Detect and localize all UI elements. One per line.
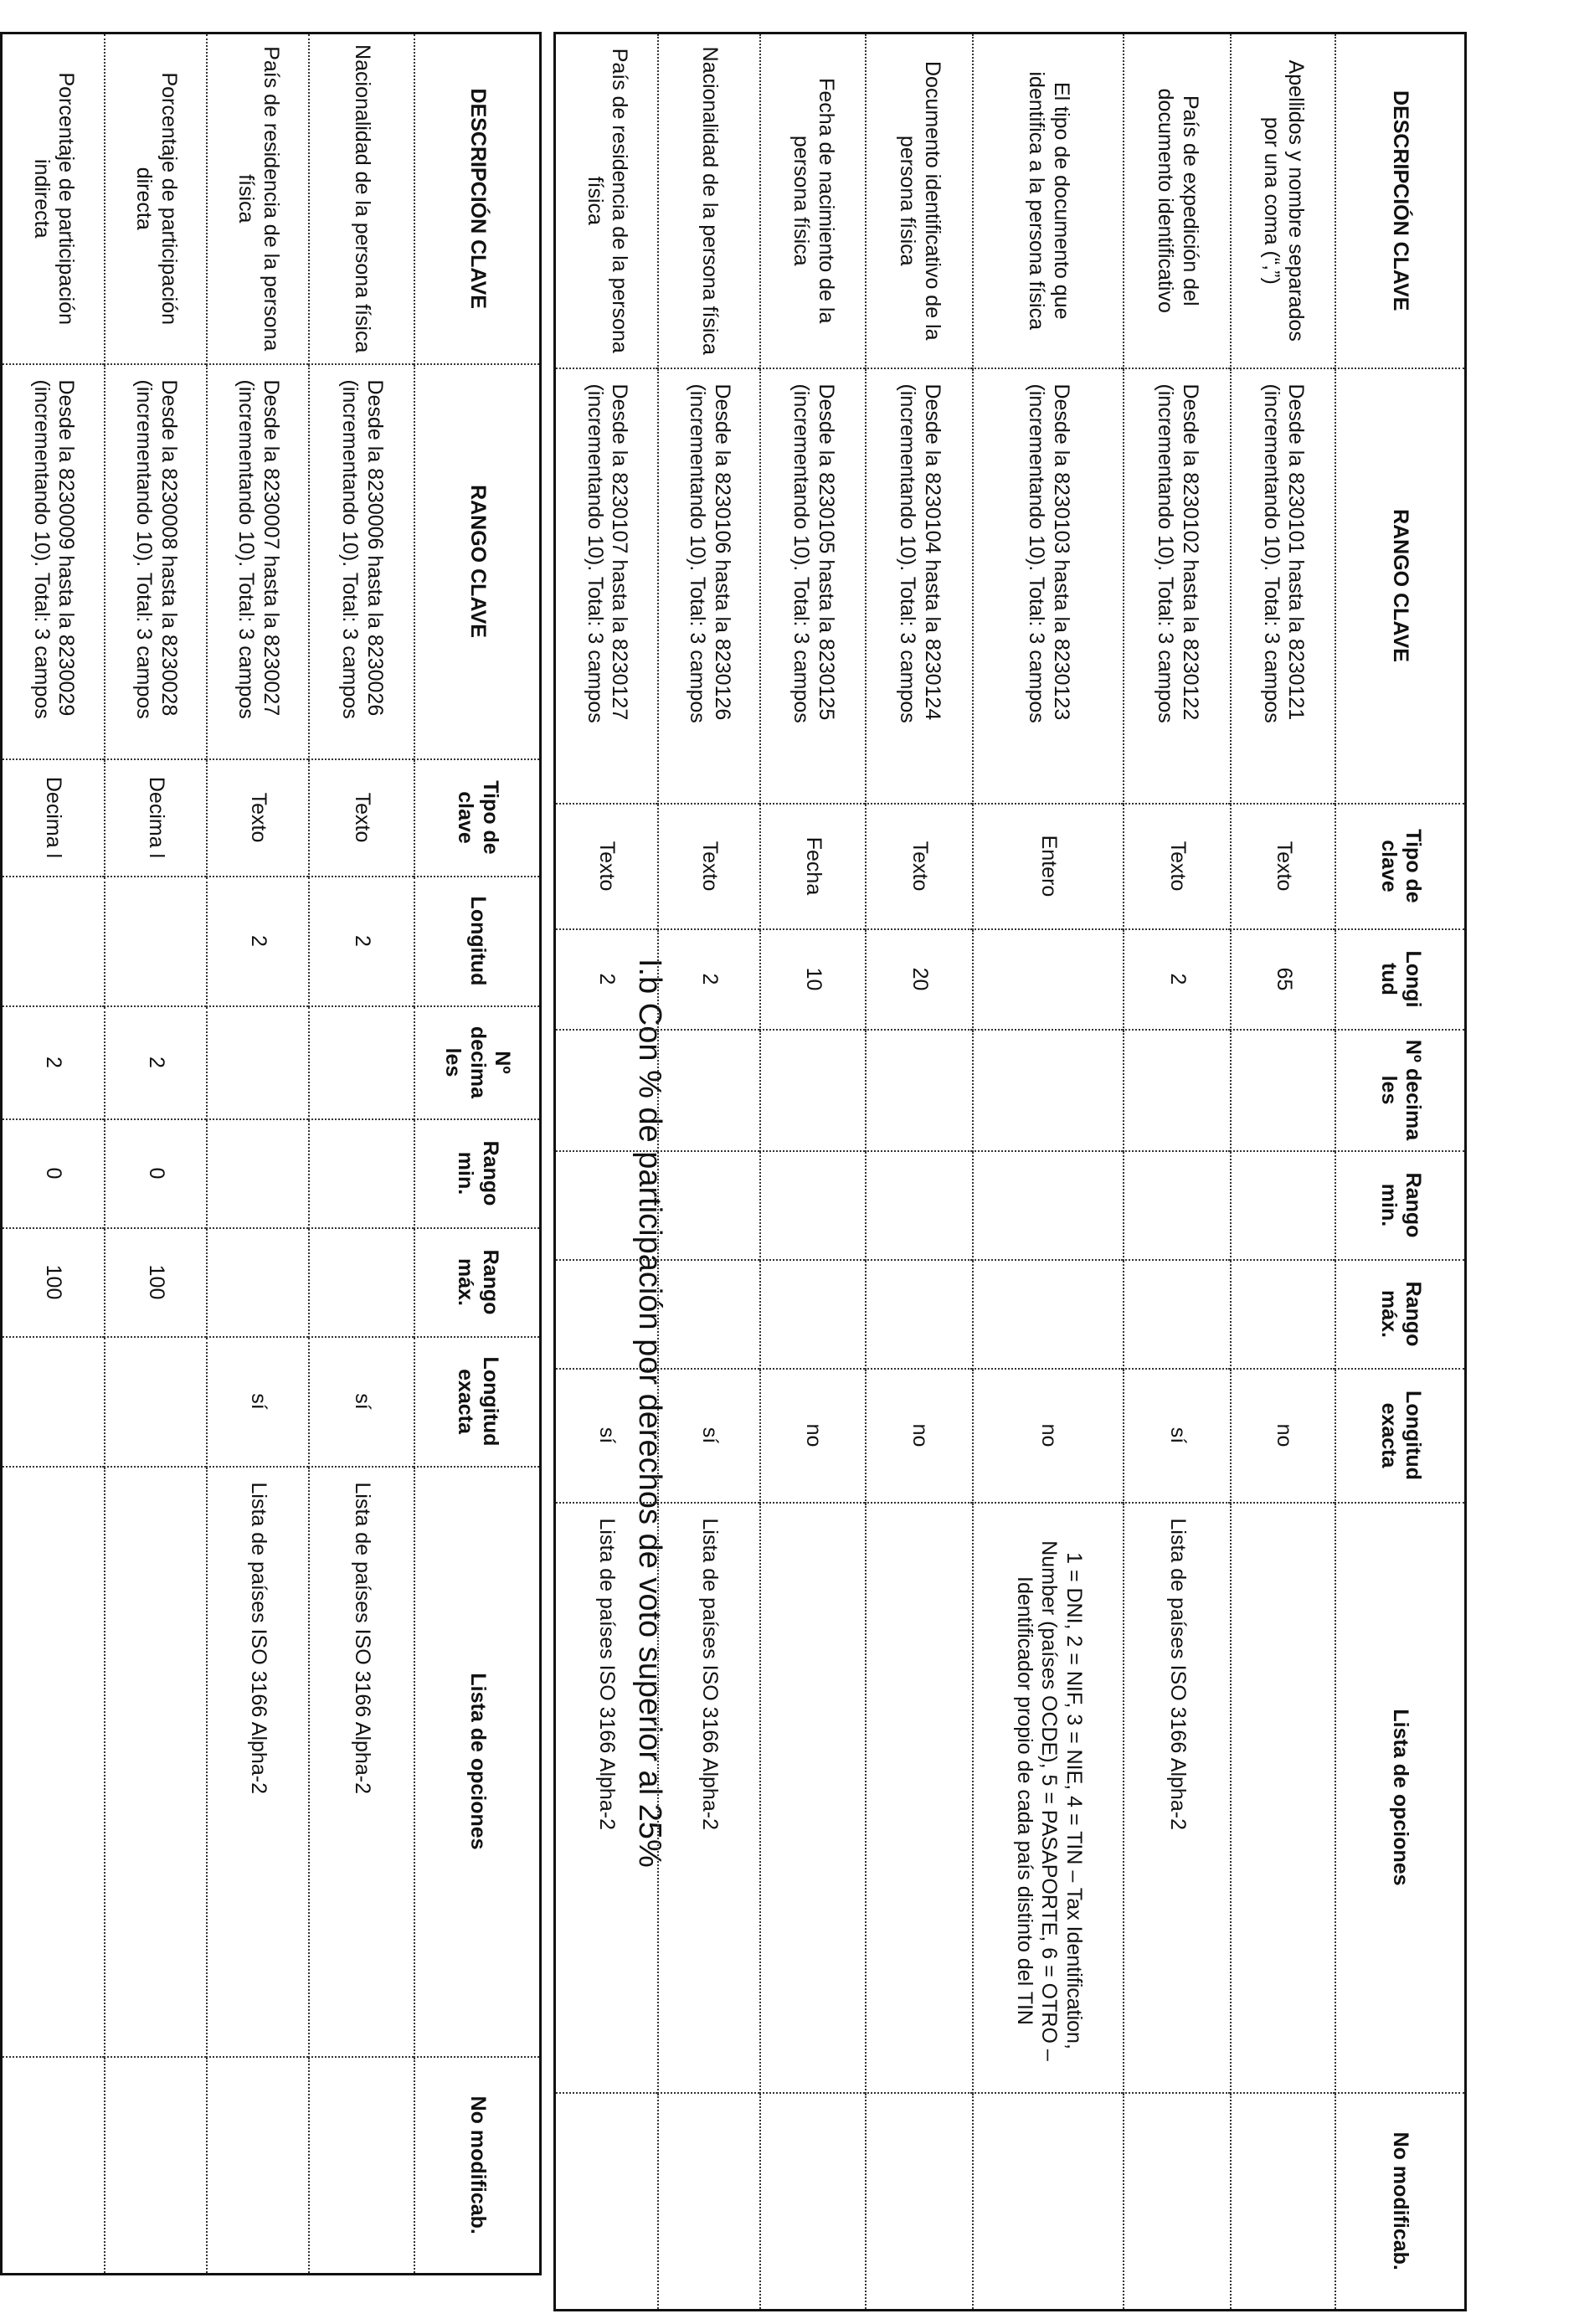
header-descripcion: DESCRIPCIÓN CLAVE — [1336, 33, 1466, 368]
header-no-modificable: No modificab. — [1336, 2093, 1466, 2311]
cell-rango-max: 100 — [105, 1228, 208, 1337]
cell-longitud: 2 — [1124, 929, 1232, 1030]
header-tipo: Tipo de clave — [415, 759, 541, 877]
table-row — [659, 33, 761, 2311]
table-row — [2, 33, 105, 2275]
header-rango-max: Rango máx. — [1336, 1260, 1466, 1369]
header-rango: RANGO CLAVE — [1336, 368, 1466, 804]
table-2-header-row — [1336, 33, 1466, 2311]
cell-rango-min — [867, 1151, 974, 1260]
cell-descripcion: Fecha de nacimiento de la persona física — [761, 33, 867, 368]
cell-rango-min: 0 — [2, 1119, 105, 1228]
cell-decimales — [555, 1030, 659, 1151]
cell-no-modificable — [555, 2093, 659, 2311]
cell-longitud-exacta — [2, 1337, 105, 1467]
cell-decimales: 2 — [105, 1006, 208, 1119]
cell-longitud-exacta: no — [761, 1369, 867, 1503]
cell-decimales — [310, 1006, 415, 1119]
cell-longitud-exacta: sí — [310, 1337, 415, 1467]
cell-lista — [761, 1503, 867, 2093]
cell-rango-min — [1124, 1151, 1232, 1260]
cell-no-modificable — [867, 2093, 974, 2311]
cell-lista: Lista de países ISO 3166 Alpha-2 — [208, 1467, 310, 2057]
cell-longitud-exacta: sí — [555, 1369, 659, 1503]
table-row — [974, 33, 1124, 2311]
cell-rango: Desde la 8230107 hasta la 8230127 (incrementando 10). Total: 3 campos — [555, 368, 659, 804]
cell-lista — [105, 1467, 208, 2057]
cell-tipo: Texto — [555, 804, 659, 929]
header-descripcion: DESCRIPCIÓN CLAVE — [415, 33, 541, 364]
cell-descripcion: Documento identificativo de la persona física — [867, 33, 974, 368]
cell-descripcion: País de residencia de la persona física — [208, 33, 310, 364]
header-longitud: Longitud — [415, 877, 541, 1006]
cell-longitud — [974, 929, 1124, 1030]
header-rango-min: Rango min. — [415, 1119, 541, 1228]
cell-no-modificable — [310, 2057, 415, 2275]
cell-rango: Desde la 8230008 hasta la 8230028 (incrementando 10). Total: 3 campos — [105, 364, 208, 759]
header-decimales: Nº decima les — [1336, 1030, 1466, 1151]
cell-no-modificable — [208, 2057, 310, 2275]
header-no-modificable: No modificab. — [415, 2057, 541, 2275]
cell-tipo: Texto — [1232, 804, 1336, 929]
cell-longitud-exacta: sí — [208, 1337, 310, 1467]
cell-longitud: 2 — [555, 929, 659, 1030]
cell-rango-max — [208, 1228, 310, 1337]
cell-rango-max: 100 — [2, 1228, 105, 1337]
cell-descripcion: Porcentaje de participación directa — [105, 33, 208, 364]
cell-no-modificable — [105, 2057, 208, 2275]
cell-decimales — [1124, 1030, 1232, 1151]
cell-tipo: Decima l — [2, 759, 105, 877]
table-row — [1232, 33, 1336, 2311]
cell-no-modificable — [1232, 2093, 1336, 2311]
cell-rango-max — [555, 1260, 659, 1369]
cell-lista: 1 = DNI, 2 = NIF, 3 = NIE, 4 = TIN – Tax Identification, Number (países OCDE), 5 = PASAPORTE, 6 = OTRO – Identificador propio de cada país distinto del TIN — [974, 1503, 1124, 2093]
cell-rango: Desde la 8230007 hasta la 8230027 (incrementando 10). Total: 3 campos — [208, 364, 310, 759]
cell-longitud-exacta: sí — [1124, 1369, 1232, 1503]
cell-rango-max — [659, 1260, 761, 1369]
cell-longitud-exacta — [105, 1337, 208, 1467]
cell-longitud: 10 — [761, 929, 867, 1030]
header-longitud: Longi tud — [1336, 929, 1466, 1030]
cell-no-modificable — [2, 2057, 105, 2275]
cell-tipo: Texto — [867, 804, 974, 929]
cell-lista — [2, 1467, 105, 2057]
header-rango: RANGO CLAVE — [415, 364, 541, 759]
cell-descripcion: Nacionalidad de la persona física — [659, 33, 761, 368]
table-1 — [0, 32, 542, 2275]
cell-no-modificable — [761, 2093, 867, 2311]
cell-longitud-exacta: no — [1232, 1369, 1336, 1503]
cell-decimales — [974, 1030, 1124, 1151]
cell-rango: Desde la 8230009 hasta la 8230029 (incrementando 10). Total: 3 campos — [2, 364, 105, 759]
cell-rango-min — [761, 1151, 867, 1260]
header-lista: Lista de opciones — [415, 1467, 541, 2057]
cell-rango: Desde la 8230105 hasta la 8230125 (incrementando 10). Total: 3 campos — [761, 368, 867, 804]
cell-rango-max — [761, 1260, 867, 1369]
cell-tipo: Texto — [310, 759, 415, 877]
cell-rango: Desde la 8230102 hasta la 8230122 (incrementando 10). Total: 3 campos — [1124, 368, 1232, 804]
cell-longitud: 2 — [659, 929, 761, 1030]
header-rango-min: Rango min. — [1336, 1151, 1466, 1260]
table-row — [1124, 33, 1232, 2311]
cell-rango: Desde la 8230006 hasta la 8230026 (incrementando 10). Total: 3 campos — [310, 364, 415, 759]
cell-no-modificable — [974, 2093, 1124, 2311]
table-row — [867, 33, 974, 2311]
table-row — [105, 33, 208, 2275]
cell-rango: Desde la 8230101 hasta la 8230121 (incrementando 10). Total: 3 campos — [1232, 368, 1336, 804]
cell-lista: Lista de países ISO 3166 Alpha-2 — [659, 1503, 761, 2093]
cell-descripcion: El tipo de documento que identifica a la persona física — [974, 33, 1124, 368]
header-longitud-exacta: Longitud exacta — [1336, 1369, 1466, 1503]
cell-decimales — [659, 1030, 761, 1151]
cell-tipo: Texto — [208, 759, 310, 877]
cell-rango-min — [974, 1151, 1124, 1260]
cell-rango: Desde la 8230106 hasta la 8230126 (incrementando 10). Total: 3 campos — [659, 368, 761, 804]
cell-longitud-exacta: no — [974, 1369, 1124, 1503]
cell-lista: Lista de países ISO 3166 Alpha-2 — [310, 1467, 415, 2057]
cell-descripcion: País de residencia de la persona física — [555, 33, 659, 368]
cell-rango: Desde la 8230104 hasta la 8230124 (incrementando 10). Total: 3 campos — [867, 368, 974, 804]
cell-tipo: Entero — [974, 804, 1124, 929]
cell-rango-max — [310, 1228, 415, 1337]
cell-longitud: 2 — [208, 877, 310, 1006]
cell-rango-min — [555, 1151, 659, 1260]
cell-descripcion: Nacionalidad de la persona física — [310, 33, 415, 364]
cell-tipo: Fecha — [761, 804, 867, 929]
cell-rango-min — [310, 1119, 415, 1228]
table-row — [761, 33, 867, 2311]
cell-longitud: 20 — [867, 929, 974, 1030]
cell-descripcion: Apellidos y nombre separados por una coma (“,”) — [1232, 33, 1336, 368]
table-2 — [553, 32, 1467, 2311]
cell-rango-max — [1232, 1260, 1336, 1369]
cell-rango-min: 0 — [105, 1119, 208, 1228]
cell-rango-min — [1232, 1151, 1336, 1260]
cell-decimales — [867, 1030, 974, 1151]
cell-descripcion: Porcentaje de participación indirecta — [2, 33, 105, 364]
cell-lista: Lista de países ISO 3166 Alpha-2 — [1124, 1503, 1232, 2093]
section-title: I.b Con % de participación por derechos de voto superior al 25% — [632, 959, 667, 1868]
cell-rango: Desde la 8230103 hasta la 8230123 (incrementando 10). Total: 3 campos — [974, 368, 1124, 804]
cell-decimales — [208, 1006, 310, 1119]
cell-rango-max — [974, 1260, 1124, 1369]
cell-rango-min — [659, 1151, 761, 1260]
cell-tipo: Texto — [659, 804, 761, 929]
cell-decimales — [1232, 1030, 1336, 1151]
header-rango-max: Rango máx. — [415, 1228, 541, 1337]
cell-no-modificable — [659, 2093, 761, 2311]
cell-longitud-exacta: no — [867, 1369, 974, 1503]
cell-rango-max — [867, 1260, 974, 1369]
cell-rango-min — [208, 1119, 310, 1228]
header-longitud-exacta: Longitud exacta — [415, 1337, 541, 1467]
table-row — [208, 33, 310, 2275]
cell-decimales: 2 — [2, 1006, 105, 1119]
header-lista: Lista de opciones — [1336, 1503, 1466, 2093]
cell-lista — [867, 1503, 974, 2093]
cell-no-modificable — [1124, 2093, 1232, 2311]
table-row — [310, 33, 415, 2275]
cell-rango-max — [1124, 1260, 1232, 1369]
header-decimales: Nº decima les — [415, 1006, 541, 1119]
table-row — [555, 33, 659, 2311]
cell-longitud: 65 — [1232, 929, 1336, 1030]
cell-lista: Lista de países ISO 3166 Alpha-2 — [555, 1503, 659, 2093]
cell-tipo: Decima l — [105, 759, 208, 877]
header-tipo: Tipo de clave — [1336, 804, 1466, 929]
cell-longitud — [105, 877, 208, 1006]
cell-descripcion: País de expedición del documento identificativo — [1124, 33, 1232, 368]
cell-tipo: Texto — [1124, 804, 1232, 929]
table-1-header-row — [415, 33, 541, 2275]
cell-lista — [1232, 1503, 1336, 2093]
cell-longitud — [2, 877, 105, 1006]
cell-longitud: 2 — [310, 877, 415, 1006]
cell-longitud-exacta: sí — [659, 1369, 761, 1503]
cell-decimales — [761, 1030, 867, 1151]
